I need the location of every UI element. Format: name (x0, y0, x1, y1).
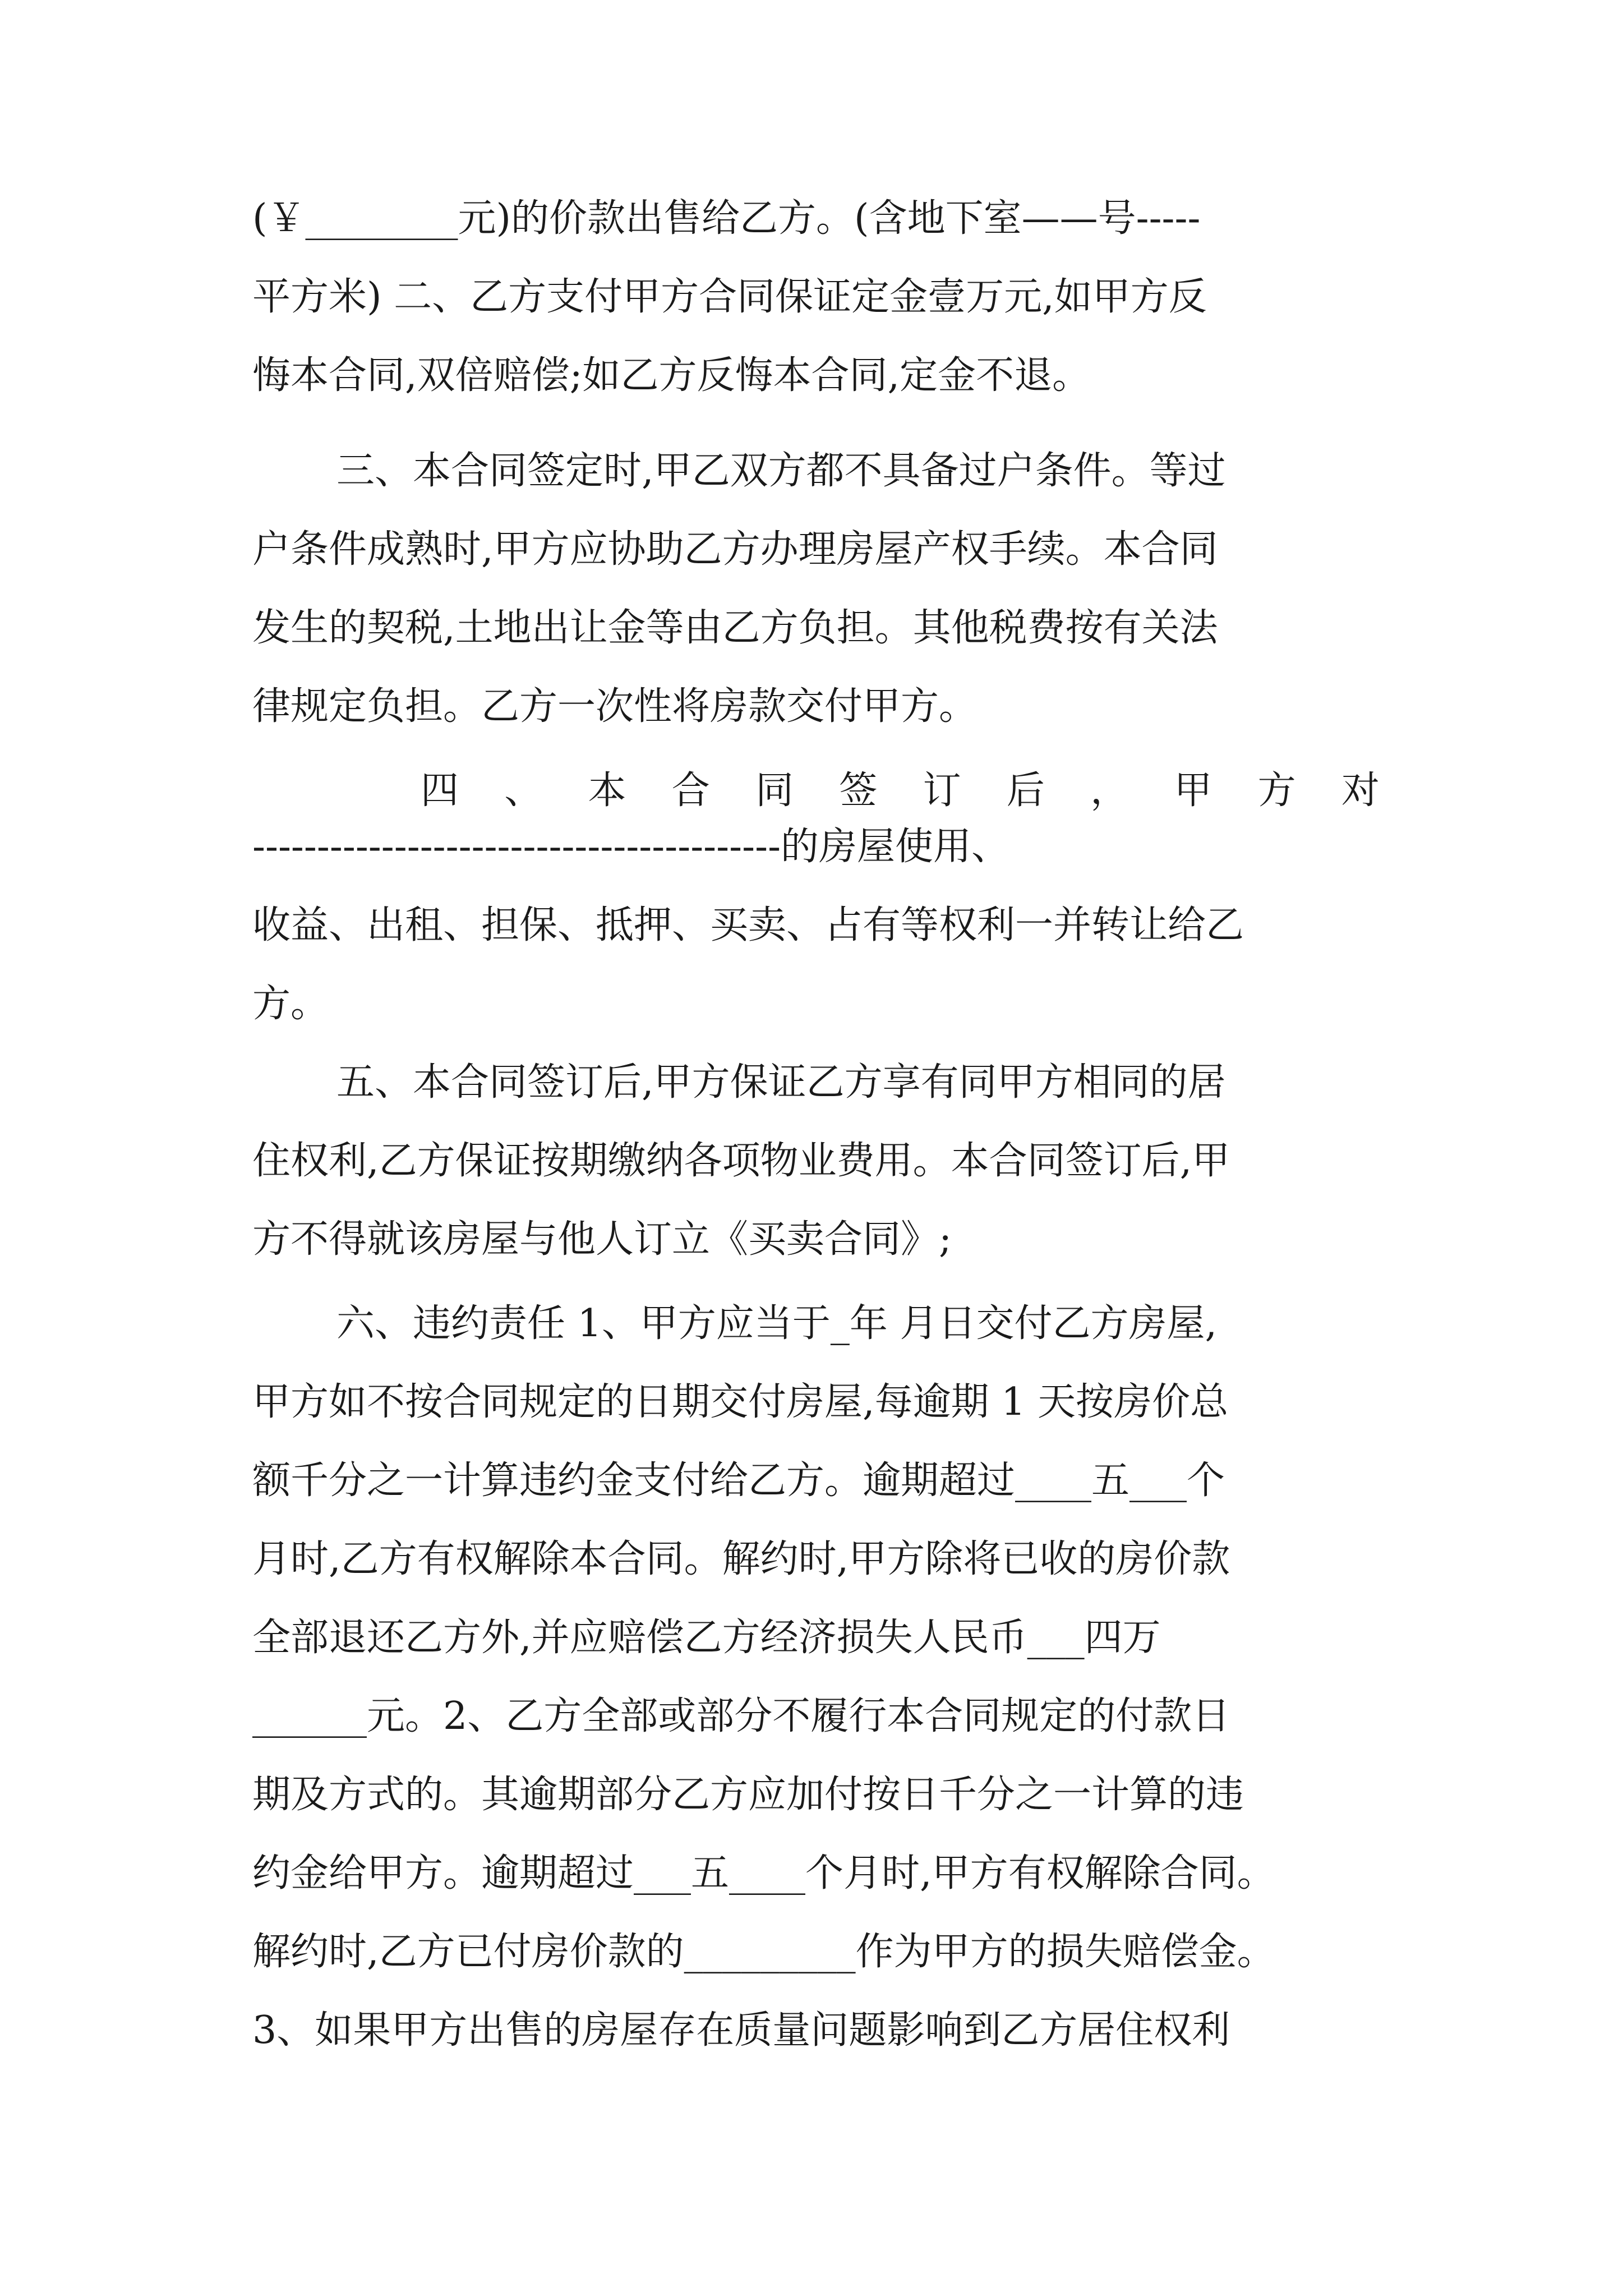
text-line-23: 解约时,乙方已付房价款的_________作为甲方的损失赔偿金。 (252, 1930, 1275, 1974)
text-line-1: (￥________元)的价款出售给乙方。(含地下室——号----- (252, 196, 1201, 241)
text-line-11: 方。 (252, 982, 329, 1026)
text-line-17: 额千分之一计算违约金支付给乙方。逾期超过____五___个 (252, 1458, 1225, 1503)
spaced-char: 订 (923, 769, 961, 813)
text-line-4: 三、本合同签定时,甲乙双方都不具备过户条件。等过 (336, 449, 1226, 493)
text-line-16: 甲方如不按合同规定的日期交付房屋,每逾期 1 天按房价总 (252, 1380, 1229, 1424)
text-line-2: 平方米) 二、乙方支付甲方合同保证定金壹万元,如甲方反 (252, 275, 1207, 319)
text-line-3: 悔本合同,双倍赔偿;如乙方反悔本合同,定金不退。 (252, 353, 1091, 398)
spaced-char: 甲 (1174, 769, 1212, 813)
text-line-12: 五、本合同签订后,甲方保证乙方享有同甲方相同的居 (336, 1060, 1226, 1105)
text-line-13: 住权利,乙方保证按期缴纳各项物业费用。本合同签订后,甲 (252, 1139, 1230, 1183)
spaced-char: 签 (839, 769, 878, 813)
spaced-char: 方 (1257, 769, 1296, 813)
text-line-10: 收益、出租、担保、抵押、买卖、占有等权利一并转让给乙 (252, 903, 1244, 947)
spaced-char: ， (1090, 769, 1129, 813)
spaced-char: 合 (671, 769, 710, 813)
spaced-char: 、 (504, 769, 543, 813)
spaced-char: 四 (421, 769, 459, 813)
text-line-9: -----------------------------------------的房屋使用、 (252, 825, 1010, 869)
spaced-char: 后 (1006, 769, 1045, 813)
text-line-14: 方不得就该房屋与他人订立《买卖合同》; (252, 1217, 952, 1262)
text-line-21: 期及方式的。其逾期部分乙方应加付按日千分之一计算的违 (252, 1773, 1244, 1817)
text-line-7: 律规定负担。乙方一次性将房款交付甲方。 (252, 684, 978, 729)
spaced-char: 本 (588, 769, 626, 813)
text-line-6: 发生的契税,土地出让金等由乙方负担。其他税费按有关法 (252, 606, 1218, 650)
spaced-char: 同 (755, 769, 794, 813)
text-line-22: 约金给甲方。逾期超过___五____个月时,甲方有权解除合同。 (252, 1851, 1275, 1895)
text-line-8 (421, 763, 1380, 819)
text-line-20: ______元。2、乙方全部或部分不履行本合同规定的付款日 (252, 1694, 1230, 1738)
spaced-char: 对 (1341, 769, 1380, 813)
text-line-15: 六、违约责任 1、甲方应当于_年 月日交付乙方房屋, (336, 1301, 1218, 1346)
text-line-18: 月时,乙方有权解除本合同。解约时,甲方除将已收的房价款 (252, 1537, 1230, 1581)
text-line-5: 户条件成熟时,甲方应协助乙方办理房屋产权手续。本合同 (252, 527, 1218, 572)
text-line-24: 3、如果甲方出售的房屋存在质量问题影响到乙方居住权利 (252, 2008, 1230, 2053)
text-line-19: 全部退还乙方外,并应赔偿乙方经济损失人民币___四万 (252, 1616, 1161, 1660)
